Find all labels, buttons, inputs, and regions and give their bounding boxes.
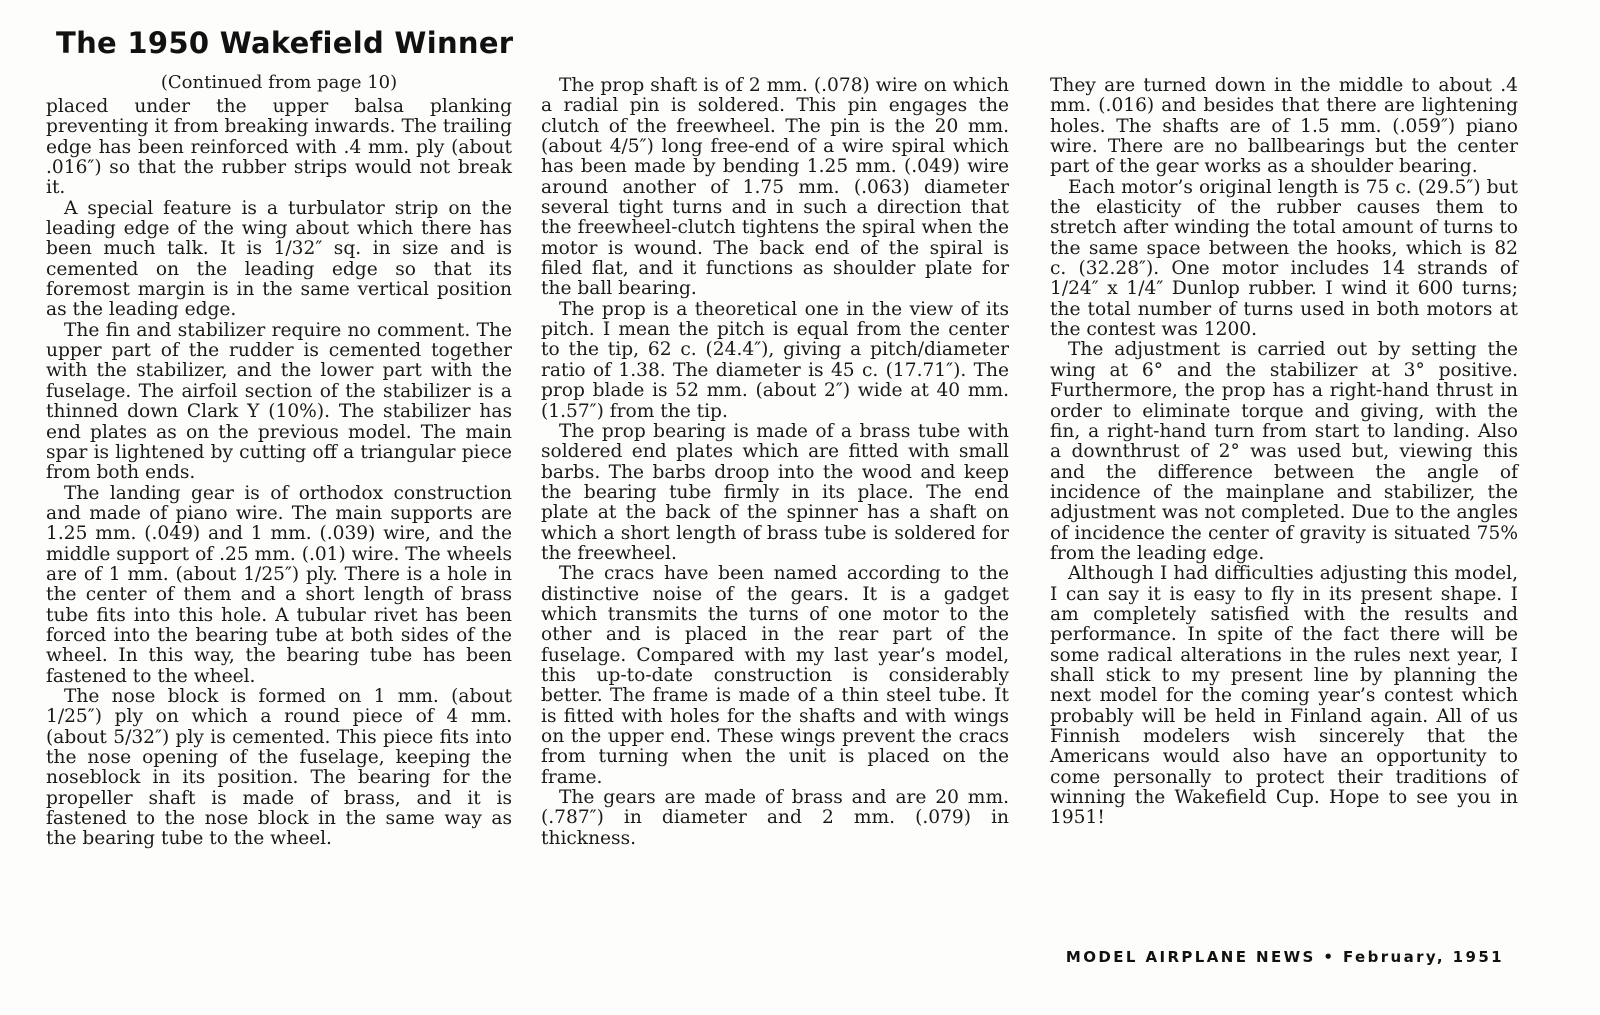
article-title: The 1950 Wakefield Winner — [56, 26, 514, 60]
paragraph: The adjustment is carried out by setting the wing at 6° and the stabilizer at 3° positive. Furthermore, the prop has a right-hand thrust in order to eliminate torque and giving, with the fin, a right-hand turn from start to landing. Also a downthrust of 2° was used but, viewing this and the difference between the angle of incidence of the mainplane and stabilizer, the adjustment was not completed. Due to the angles of incidence the center of gravity is situated 75% from the leading edge. — [1050, 339, 1518, 564]
page-footer: MODEL AIRPLANE NEWS • February, 1951 — [1065, 948, 1504, 966]
paragraph: Although I had difficulties adjusting this model, I can say it is easy to fly in its present shape. I am completely satisfied with the results and performance. In spite of the fact there will be some radical alterations in the rules next year, I shall stick to my present line by planning the next model for the coming year’s contest which probably will be held in Finland again. All of us Finnish modelers wish sincerely that the Americans would also have an opportunity to come personally to protect their traditions of winning the Wakefield Cup. Hope to see you in 1951! — [1050, 563, 1518, 829]
paragraph: The prop bearing is made of a brass tube with soldered end plates which are fitted with small barbs. The barbs droop into the wood and keep the bearing tube firmly in its place. The end plate at the back of the spinner has a shaft on which a short length of brass tube is soldered for the freewheel. — [541, 420, 1009, 564]
paragraph: They are turned down in the middle to about .4 mm. (.016) and besides that there are lightening holes. The shafts are of 1.5 mm. (.059″) piano wire. There are no ballbearings but the center part of the gear works as a shoulder bearing. — [1050, 75, 1518, 178]
paragraph: The prop is a theoretical one in the view of its pitch. I mean the pitch is equal from the center to the tip, 62 c. (24.4″), giving a pitch/diameter ratio of 1.38. The diameter is 45 c. (17.71″). The prop blade is 52 mm. (about 2″) wide at 40 mm. (1.57″) from the tip. — [541, 298, 1009, 422]
paragraph: The nose block is formed on 1 mm. (about 1/25″) ply on which a round piece of 4 mm. (about 5/32″) ply is cemented. This piece fits into the nose opening of the fuselage, keeping the noseblock in its position. The bearing for the propeller shaft is made of brass, and it is fastened to the nose block in the same way as the bearing tube to the wheel. — [46, 685, 512, 850]
paragraph: The cracs have been named according to the distinctive noise of the gears. It is a gadget which transmits the turns of one motor to the other and is placed in the rear part of the fuselage. Compared with my last year’s model, this up-to-date construction is considerably better. The frame is made of a thin steel tube. It is fitted with holes for the shafts and with wings on the upper end. These wings prevent the cracs from turning when the unit is placed on the frame. — [541, 563, 1009, 788]
paragraph: A special feature is a turbulator strip on the leading edge of the wing about which there has been much talk. It is 1/32″ sq. in size and is cemented on the leading edge so that its foremost margin is in the same vertical position as the leading edge. — [46, 197, 512, 321]
paragraph: The landing gear is of orthodox construction and made of piano wire. The main supports are 1.25 mm. (.049) and 1 mm. (.039) wire, and the middle support of .25 mm. (.01) wire. The wheels are of 1 mm. (about 1/25″) ply. There is a hole in the center of them and a short length of brass tube fits into this hole. A tubular rivet has been forced into the bearing tube at both sides of the wheel. In this way, the bearing tube has been fastened to the wheel. — [46, 482, 512, 687]
continued-note: (Continued from page 10) — [160, 72, 398, 93]
column-3 — [1050, 76, 1518, 829]
paragraph: The gears are made of brass and are 20 mm. (.787″) in diameter and 2 mm. (.079) in thickness. — [541, 787, 1009, 849]
column-1 — [46, 97, 512, 850]
paragraph: Each motor’s original length is 75 c. (29.5″) but the elasticity of the rubber causes them to stretch after winding the total amount of turns to the same space between the hooks, which is 82 c. (32.28″). One motor includes 14 strands of 1/24″ x 1/4″ Dunlop rubber. I wind it 600 turns; the total number of turns used in both motors at the contest was 1200. — [1050, 176, 1518, 341]
paragraph: placed under the upper balsa planking preventing it from breaking inwards. The trailing edge has been reinforced with .4 mm. ply (about .016″) so that the rubber strips would not break it. — [46, 96, 512, 199]
column-2 — [541, 76, 1009, 849]
paragraph: The fin and stabilizer require no comment. The upper part of the rudder is cemented together with the stabilizer, and the lower part with the fuselage. The airfoil section of the stabilizer is a thinned down Clark Y (10%). The stabilizer has end plates as on the previous model. The main spar is lightened by cutting off a triangular piece from both ends. — [46, 319, 512, 484]
paragraph: The prop shaft is of 2 mm. (.078) wire on which a radial pin is soldered. This pin engages the clutch of the freewheel. The pin is the 20 mm. (about 4/5″) long free-end of a wire spiral which has been made by bending 1.25 mm. (.049) wire around another of 1.75 mm. (.063) diameter several tight turns and in such a direction that the freewheel-clutch tightens the spiral when the motor is wound. The back end of the spiral is filed flat, and it functions as shoulder plate for the ball bearing. — [541, 75, 1009, 300]
